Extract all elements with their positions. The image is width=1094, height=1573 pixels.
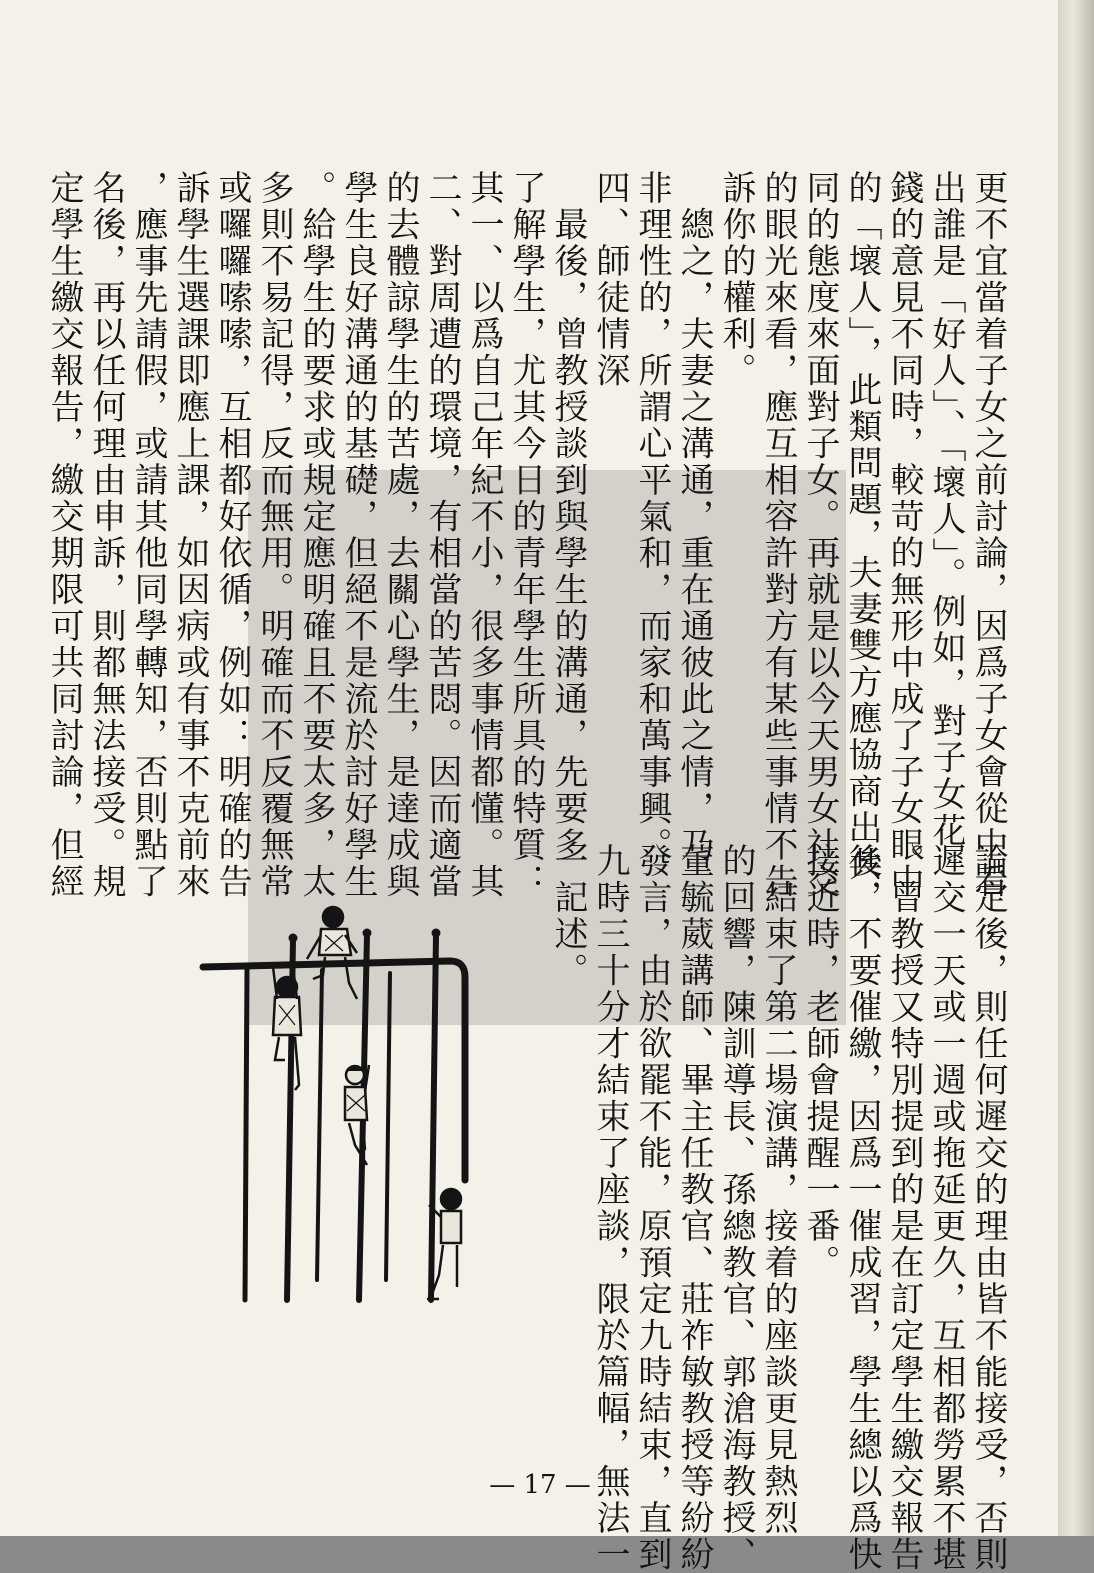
- text-column: 定學生繳交報告，繳交期限可共同討論，但經: [44, 170, 84, 900]
- text-column: 結束了第二場演講，接着的座談更見熱烈: [758, 843, 798, 1537]
- climbing-bars-illustration: [195, 895, 485, 1315]
- text-column: 的去體諒學生的苦處，去關心學生，是達成與: [380, 170, 420, 900]
- text-column: 九時三十分才結束了座談，限於篇幅，無法一: [590, 843, 630, 1573]
- text-column: 學生良好溝通的基礎，但絕不是流於討好學生: [338, 170, 378, 900]
- text-column: 出誰是「好人」、「壞人」。例如，對子女花: [926, 170, 966, 849]
- text-column: 非理性的，所謂心平氣和，而家和萬事興。: [632, 170, 672, 864]
- text-column: 的眼光來看，應互相容許對方有某些事情不告: [758, 170, 798, 900]
- page-number: — 17 —: [489, 1470, 591, 1500]
- text-column: ，應事先請假，或請其他同學轉知，否則點了: [128, 170, 168, 900]
- text-column: 其一、以爲自己年紀不小，很多事情都懂。其: [464, 170, 504, 900]
- section-heading: 四、師徒情深: [590, 170, 630, 389]
- text-column: 一記述。: [548, 843, 588, 989]
- text-column: 遲交一天或一週或拖延更久，互相都勞累不堪: [926, 843, 966, 1573]
- text-column: 訴學生選課即應上課，如因病或有事不克前來: [170, 170, 210, 900]
- text-column: 名後，再以任何理由申訴，則都無法接受。規: [86, 170, 126, 900]
- text-column: 或囉囉嗦嗦，互相都好依循，例如：明確的告: [212, 170, 252, 900]
- page-edge: [1058, 0, 1094, 1536]
- text-column: 的「壞人」，此類問題，夫妻雙方應協商出共: [842, 170, 882, 883]
- text-column: 最後，曾教授談到與學生的溝通，先要多: [548, 170, 588, 864]
- text-column: 。給學生的要求或規定應明確且不要太多，太: [296, 170, 336, 900]
- text-column: 後，不要催繳，因爲一催成習，學生總以爲快: [842, 843, 882, 1573]
- text-column: 的回響，陳訓導長、孫總教官、郭滄海教授、: [716, 843, 756, 1573]
- text-column: 發言，由於欲罷不能，原預定九時結束，直到: [632, 843, 672, 1573]
- text-column: 更不宜當着子女之前討論，因爲子女會從中看: [968, 170, 1008, 900]
- text-column: 錢的意見不同時，較苛的無形中成了子女眼中: [884, 170, 924, 900]
- text-column: 了解學生，尤其今日的青年學生所具的特質：: [506, 170, 546, 900]
- text-column: 接近時，老師會提醒一番。: [800, 843, 840, 1281]
- text-column: 二、對周遭的環境，有相當的苦悶。因而適當: [422, 170, 462, 900]
- text-column: 同的態度來面對子女。再就是以今天男女社交: [800, 170, 840, 900]
- text-column: 董毓葳講師、畢主任教官、莊祚敏教授等紛紛: [674, 843, 714, 1573]
- text-column: 多則不易記得，反而無用。明確而不反覆無常: [254, 170, 294, 900]
- text-column: 總之，夫妻之溝通，重在通彼此之情，乃: [674, 170, 714, 864]
- text-column: 。曾教授又特別提到的是在訂定學生繳交報告: [884, 843, 924, 1573]
- text-column: 論定後，則任何遲交的理由皆不能接受，否則: [968, 843, 1008, 1573]
- text-column: 訴你的權利。: [716, 170, 756, 389]
